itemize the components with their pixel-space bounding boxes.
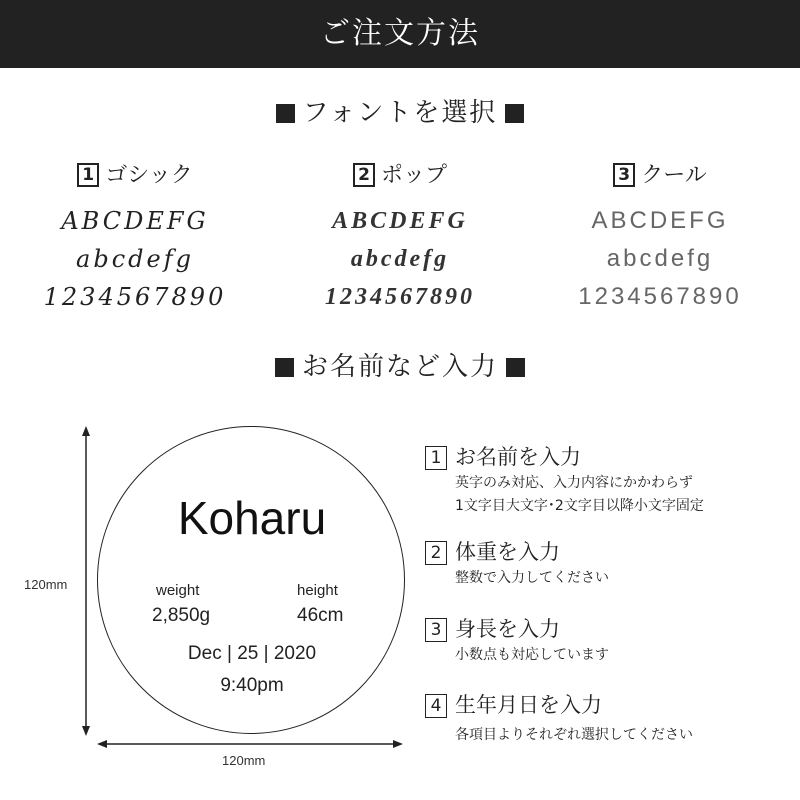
font-sample-uppercase: ABCDEFG [61, 207, 209, 235]
font-sample-lowercase: abcdefg [350, 246, 450, 272]
step-number-badge: 3 [425, 618, 447, 642]
font-sample-lowercase: abcdefg [76, 245, 194, 273]
step-title: 身長を入力 [455, 617, 560, 641]
font-sample-uppercase: ABCDEFG [591, 207, 729, 234]
font-sample-uppercase: ABCDEFG [332, 208, 468, 234]
height-label: height [297, 582, 338, 599]
font-section-heading: フォントを選択 [302, 98, 498, 128]
font-name: ゴシック [105, 163, 193, 188]
birth-time: 9:40pm [220, 675, 284, 696]
font-sample-digits: 1234567890 [578, 283, 742, 310]
step-title: お名前を入力 [455, 445, 581, 469]
name-plate-preview [97, 426, 405, 734]
birth-date: Dec | 25 | 2020 [187, 643, 317, 664]
page-title: ご注文方法 [320, 16, 480, 51]
font-number-badge: 2 [353, 163, 375, 187]
step-number-badge: 2 [425, 541, 447, 565]
step-title: 体重を入力 [455, 540, 560, 564]
step-number-badge: 4 [425, 694, 447, 718]
font-name: ポップ [380, 163, 447, 188]
dimension-vertical-label: 120mm [24, 577, 68, 592]
font-name: クール [641, 163, 707, 188]
step-3 [425, 614, 609, 667]
font-number-badge: 1 [77, 163, 99, 187]
dimension-horizontal-label: 120mm [222, 753, 266, 768]
font-number-badge: 3 [613, 163, 635, 187]
font-sample-digits: 1234567890 [325, 284, 475, 310]
name-section-heading: お名前など入力 [301, 352, 498, 382]
sample-name: Koharu [177, 492, 327, 544]
step-description: 小数点も対応しています [455, 647, 609, 663]
weight-label: weight [156, 582, 200, 599]
step-4 [425, 690, 693, 747]
arrow-right-icon [393, 740, 403, 748]
step-description: 1文字目大文字･2文字目以降小文字固定 [455, 498, 704, 514]
arrow-up-icon [82, 426, 90, 436]
font-sample-lowercase: abcdefg [606, 245, 714, 272]
weight-value: 2,850g [152, 605, 211, 626]
font-sample-digits: 1234567890 [43, 283, 227, 311]
step-description: 整数で入力してください [455, 570, 609, 586]
step-number-badge: 1 [425, 446, 447, 470]
step-description: 英字のみ対応、入力内容にかかわらず [455, 475, 693, 491]
step-title: 生年月日を入力 [455, 693, 602, 717]
arrow-left-icon [97, 740, 107, 748]
step-1 [425, 442, 704, 518]
step-2 [425, 537, 609, 590]
arrow-down-icon [82, 726, 90, 736]
height-value: 46cm [297, 605, 344, 626]
step-description: 各項目よりそれぞれ選択してください [455, 727, 693, 743]
